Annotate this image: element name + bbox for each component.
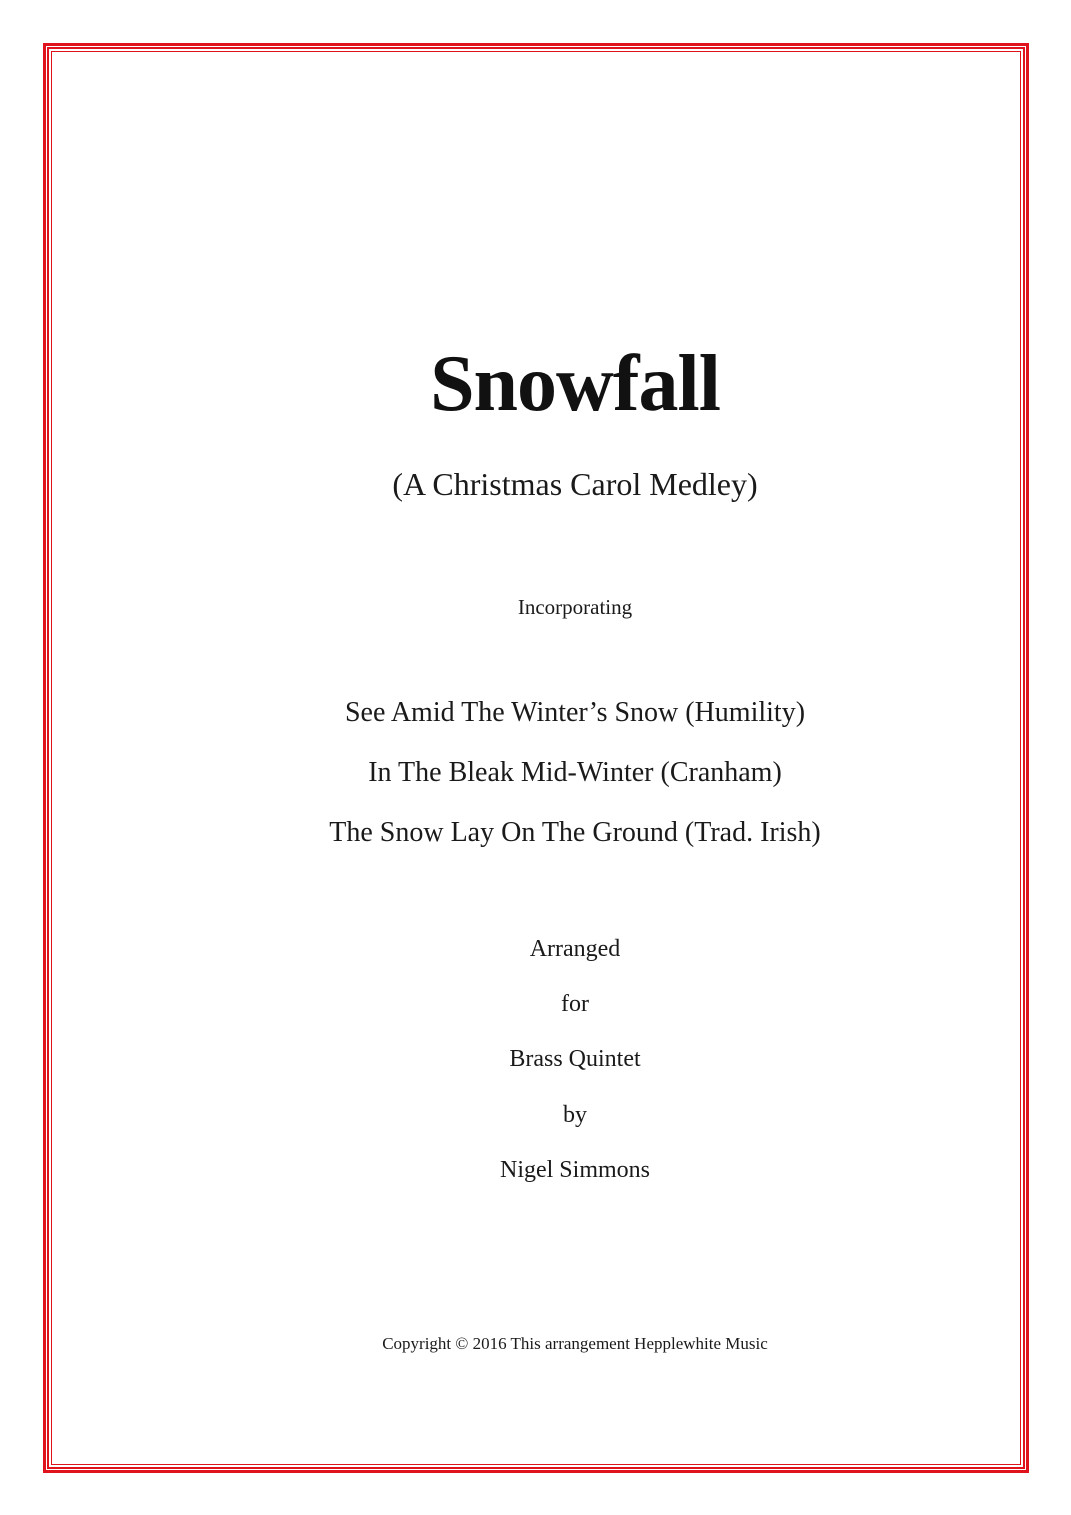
for-label: for xyxy=(561,991,589,1017)
song-title: In The Bleak Mid-Winter (Cranham) xyxy=(368,757,782,788)
ensemble-name: Brass Quintet xyxy=(509,1046,641,1072)
arranger-name: Nigel Simmons xyxy=(499,1157,650,1183)
song-title: See Amid The Winter’s Snow (Humility) xyxy=(344,697,806,728)
cover-subtitle: (A Christmas Carol Medley) xyxy=(392,466,758,502)
by-label: by xyxy=(563,1102,587,1128)
song-title: The Snow Lay On The Ground (Trad. Irish) xyxy=(329,817,821,848)
copyright-notice: Copyright © 2016 This arrangement Hepplewhite Music xyxy=(382,1334,768,1353)
arranged-label: Arranged xyxy=(529,936,621,962)
cover-title: Snowfall xyxy=(430,340,720,428)
incorporating-label: Incorporating xyxy=(517,595,633,619)
